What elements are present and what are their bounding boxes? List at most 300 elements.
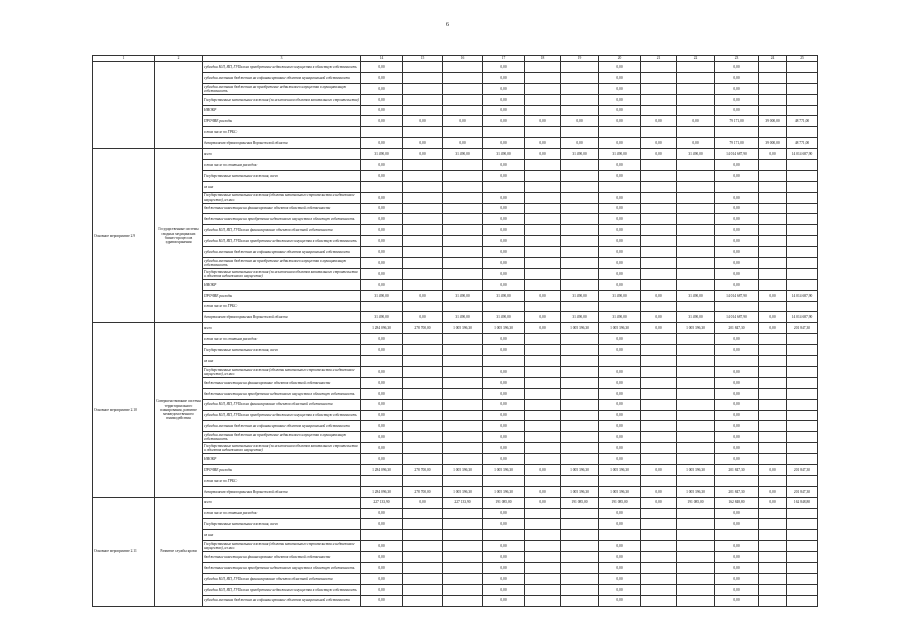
value-cell: 1 005 396,30 — [561, 464, 599, 475]
value-cell — [759, 170, 787, 181]
value-cell — [715, 356, 759, 367]
value-cell: 0,00 — [403, 497, 443, 508]
value-cell — [677, 72, 715, 83]
value-cell — [599, 530, 641, 541]
value-cell — [677, 366, 715, 377]
value-cell — [787, 356, 818, 367]
value-cell — [561, 192, 599, 203]
value-cell: 0,00 — [677, 116, 715, 127]
value-cell: 0,00 — [599, 399, 641, 410]
expense-label: субсидии местным бюджетам на софинансирование объектов муниципальной собственности — [203, 421, 361, 432]
value-cell — [361, 181, 403, 192]
value-cell: 191 085,00 — [483, 497, 525, 508]
value-cell — [561, 552, 599, 563]
value-cell — [599, 475, 641, 486]
value-cell: 1 284 096,30 — [361, 464, 403, 475]
value-cell — [483, 475, 525, 486]
activity-name — [155, 62, 203, 149]
value-cell — [525, 562, 561, 573]
value-cell — [403, 160, 443, 171]
value-cell: 0,00 — [525, 290, 561, 301]
value-cell — [403, 388, 443, 399]
value-cell: 1 005 396,30 — [677, 486, 715, 497]
column-header: 1 — [93, 56, 155, 62]
value-cell — [561, 127, 599, 138]
value-cell: 0,00 — [525, 464, 561, 475]
value-cell: 162 848,80 — [787, 497, 818, 508]
value-cell: 0,00 — [561, 138, 599, 149]
value-cell — [677, 410, 715, 421]
value-cell — [361, 530, 403, 541]
expense-label: Государственные капитальные вложения (объекты капитального строительства и недвижимое имущество), из них: — [203, 366, 361, 377]
value-cell — [759, 552, 787, 563]
value-cell: 0,00 — [483, 203, 525, 214]
value-cell: 0,00 — [599, 170, 641, 181]
value-cell: 0,00 — [599, 366, 641, 377]
value-cell — [561, 443, 599, 454]
value-cell: 0,00 — [361, 432, 403, 443]
expense-label: департамент здравоохранения Воронежской области — [203, 312, 361, 323]
value-cell — [759, 377, 787, 388]
value-cell: 0,00 — [599, 214, 641, 225]
value-cell — [641, 62, 677, 73]
column-header: 19 — [561, 56, 599, 62]
value-cell — [641, 454, 677, 465]
value-cell — [641, 203, 677, 214]
value-cell — [759, 541, 787, 552]
value-cell — [641, 192, 677, 203]
value-cell — [561, 432, 599, 443]
value-cell — [759, 160, 787, 171]
value-cell — [641, 279, 677, 290]
value-cell — [443, 584, 483, 595]
value-cell — [561, 508, 599, 519]
value-cell: 0,00 — [641, 116, 677, 127]
expense-label: субсидии ЮЛ, ИП, ГУПам на финансирование объектов областной собственности — [203, 399, 361, 410]
value-cell: 201 847,30 — [787, 323, 818, 334]
value-cell — [599, 301, 641, 312]
value-cell — [561, 160, 599, 171]
value-cell — [403, 214, 443, 225]
value-cell: 0,00 — [715, 519, 759, 530]
value-cell: 0,00 — [361, 519, 403, 530]
value-cell — [759, 410, 787, 421]
value-cell: 0,00 — [759, 497, 787, 508]
value-cell — [677, 268, 715, 279]
value-cell — [787, 388, 818, 399]
expense-label: в том числе по статьям расходов: — [203, 508, 361, 519]
value-cell: 0,00 — [641, 149, 677, 160]
value-cell: 0,00 — [715, 541, 759, 552]
value-cell — [561, 562, 599, 573]
value-cell: 0,00 — [599, 225, 641, 236]
expense-label: субсидии местным бюджетам на приобретение недвижимого имущества в муниципальную собственность — [203, 258, 361, 269]
value-cell: 0,00 — [483, 377, 525, 388]
value-cell — [561, 595, 599, 606]
expense-label: субсидии местным бюджетам на приобретение недвижимого имущества в муниципальную собственность — [203, 83, 361, 94]
expense-label: субсидии ЮЛ, ИП, ГУПам на финансирование объектов областной собственности — [203, 573, 361, 584]
expense-label: ПРОЧИЕ расходы — [203, 290, 361, 301]
value-cell: 0,00 — [361, 584, 403, 595]
expense-label: субсидии ЮЛ, ИП, ГУПам на приобретение недвижимого имущества в областную собственность — [203, 236, 361, 247]
value-cell — [787, 181, 818, 192]
value-cell — [677, 236, 715, 247]
value-cell — [525, 443, 561, 454]
value-cell: 0,00 — [361, 454, 403, 465]
value-cell — [525, 279, 561, 290]
value-cell: 0,00 — [361, 541, 403, 552]
value-cell: 0,00 — [599, 595, 641, 606]
value-cell — [641, 519, 677, 530]
value-cell — [641, 541, 677, 552]
value-cell — [525, 268, 561, 279]
value-cell: 0,00 — [561, 116, 599, 127]
value-cell: 0,00 — [483, 410, 525, 421]
value-cell: 0,00 — [599, 279, 641, 290]
value-cell — [677, 214, 715, 225]
expense-label: субсидии ЮЛ, ИП, ГУПам на приобретение недвижимого имущества в областную собственность — [203, 62, 361, 73]
value-cell: 0,00 — [599, 410, 641, 421]
value-cell — [641, 268, 677, 279]
value-cell — [561, 236, 599, 247]
value-cell — [787, 399, 818, 410]
value-cell: 0,00 — [715, 443, 759, 454]
value-cell — [561, 377, 599, 388]
value-cell — [759, 127, 787, 138]
value-cell: 0,00 — [403, 312, 443, 323]
expense-label: бюджетные инвестиции на приобретение недвижимого имущества в областную собственность — [203, 214, 361, 225]
value-cell: 1 005 396,30 — [677, 323, 715, 334]
activity-label: Основное мероприятие 2.11 — [93, 497, 155, 606]
value-cell: 31 490,00 — [599, 290, 641, 301]
value-cell: 201 847,30 — [787, 464, 818, 475]
value-cell: 0,00 — [483, 170, 525, 181]
value-cell — [403, 105, 443, 116]
value-cell: 0,00 — [361, 573, 403, 584]
value-cell: 0,00 — [483, 334, 525, 345]
value-cell: 0,00 — [483, 399, 525, 410]
value-cell: 0,00 — [403, 149, 443, 160]
activity-name: Государственные системы сводных медицинских бизнес-процессов здравоохранения — [155, 149, 203, 323]
value-cell — [561, 181, 599, 192]
value-cell — [677, 181, 715, 192]
value-cell: 0,00 — [599, 72, 641, 83]
value-cell — [787, 214, 818, 225]
value-cell: 0,00 — [641, 464, 677, 475]
value-cell: 1 005 396,30 — [483, 486, 525, 497]
value-cell: 1 005 396,30 — [561, 323, 599, 334]
value-cell — [443, 508, 483, 519]
value-cell — [525, 225, 561, 236]
expense-label: Государственные капитальные вложения, всего — [203, 519, 361, 530]
value-cell — [641, 432, 677, 443]
value-cell: 31 490,00 — [361, 312, 403, 323]
value-cell — [443, 573, 483, 584]
value-cell — [525, 584, 561, 595]
value-cell — [641, 584, 677, 595]
value-cell — [361, 301, 403, 312]
value-cell: 0,00 — [483, 268, 525, 279]
value-cell — [641, 421, 677, 432]
value-cell: 0,00 — [641, 138, 677, 149]
value-cell — [525, 541, 561, 552]
value-cell — [787, 301, 818, 312]
value-cell — [641, 94, 677, 105]
column-header: 23 — [715, 56, 759, 62]
value-cell — [641, 508, 677, 519]
expense-label: в том числе по ГРБС: — [203, 475, 361, 486]
value-cell: 0,00 — [361, 421, 403, 432]
value-cell — [759, 214, 787, 225]
column-header: 21 — [641, 56, 677, 62]
value-cell: 0,00 — [599, 62, 641, 73]
expense-label: Государственные капитальные вложения, всего — [203, 170, 361, 181]
value-cell: 278 700,00 — [403, 323, 443, 334]
value-cell — [443, 279, 483, 290]
value-cell — [677, 83, 715, 94]
value-cell: 0,00 — [599, 432, 641, 443]
value-cell — [787, 247, 818, 258]
value-cell — [677, 203, 715, 214]
value-cell — [641, 72, 677, 83]
value-cell — [641, 443, 677, 454]
value-cell — [443, 475, 483, 486]
expense-label: бюджетные инвестиции на приобретение недвижимого имущества в областную собственность — [203, 388, 361, 399]
value-cell: 31 490,00 — [677, 312, 715, 323]
value-cell — [561, 258, 599, 269]
expense-label: Государственные капитальные вложения (за исключением объектов капитального строительства и объектов недвижимого имущества) — [203, 443, 361, 454]
value-cell — [677, 552, 715, 563]
value-cell: 31 490,00 — [483, 312, 525, 323]
expense-label: Государственные капитальные вложения (за исключением объектов капитального строительства) — [203, 94, 361, 105]
value-cell — [525, 377, 561, 388]
value-cell — [403, 62, 443, 73]
value-cell — [599, 181, 641, 192]
value-cell — [641, 399, 677, 410]
value-cell — [787, 203, 818, 214]
value-cell — [525, 334, 561, 345]
value-cell: 227 133,90 — [361, 497, 403, 508]
value-cell — [525, 454, 561, 465]
value-cell — [561, 573, 599, 584]
table-row — [93, 323, 818, 334]
value-cell — [759, 203, 787, 214]
value-cell — [403, 432, 443, 443]
budget-table — [92, 55, 818, 607]
value-cell — [641, 377, 677, 388]
value-cell: 1 005 396,30 — [483, 323, 525, 334]
value-cell — [443, 377, 483, 388]
expense-label: Государственные капитальные вложения (за исключением объектов капитального строительства и объектов недвижимого имущества) — [203, 268, 361, 279]
column-header: 17 — [483, 56, 525, 62]
value-cell: 0,00 — [403, 290, 443, 301]
value-cell: 0,00 — [483, 421, 525, 432]
value-cell: 0,00 — [361, 268, 403, 279]
value-cell — [561, 83, 599, 94]
column-header: 22 — [677, 56, 715, 62]
value-cell — [525, 345, 561, 356]
value-cell — [787, 334, 818, 345]
value-cell — [403, 530, 443, 541]
value-cell: 0,00 — [599, 552, 641, 563]
value-cell: 31 490,00 — [483, 290, 525, 301]
value-cell — [443, 595, 483, 606]
value-cell — [525, 62, 561, 73]
value-cell — [525, 356, 561, 367]
value-cell: 0,00 — [599, 268, 641, 279]
value-cell — [525, 83, 561, 94]
value-cell: 0,00 — [361, 508, 403, 519]
value-cell — [443, 72, 483, 83]
value-cell — [561, 301, 599, 312]
value-cell — [787, 410, 818, 421]
value-cell: 0,00 — [715, 584, 759, 595]
value-cell — [443, 541, 483, 552]
value-cell: 0,00 — [403, 116, 443, 127]
value-cell: 0,00 — [599, 454, 641, 465]
value-cell — [403, 301, 443, 312]
value-cell: 0,00 — [715, 399, 759, 410]
value-cell — [561, 454, 599, 465]
value-cell: 0,00 — [715, 562, 759, 573]
value-cell — [561, 203, 599, 214]
value-cell — [677, 454, 715, 465]
value-cell — [787, 236, 818, 247]
column-header: 2 — [155, 56, 203, 62]
value-cell — [403, 421, 443, 432]
value-cell — [403, 203, 443, 214]
value-cell — [443, 225, 483, 236]
value-cell: 0,00 — [715, 388, 759, 399]
expense-label: в том числе по ГРБС: — [203, 127, 361, 138]
value-cell — [525, 170, 561, 181]
value-cell: 31 490,00 — [677, 149, 715, 160]
value-cell: 0,00 — [715, 268, 759, 279]
column-header: 15 — [403, 56, 443, 62]
value-cell: 201 847,30 — [715, 323, 759, 334]
value-cell: 0,00 — [361, 236, 403, 247]
value-cell — [483, 301, 525, 312]
value-cell — [525, 410, 561, 421]
expense-label: бюджетные инвестиции на финансирование объектов областной собственности — [203, 552, 361, 563]
value-cell — [787, 72, 818, 83]
value-cell: 0,00 — [361, 410, 403, 421]
value-cell — [677, 541, 715, 552]
value-cell: 0,00 — [443, 138, 483, 149]
value-cell: 0,00 — [715, 83, 759, 94]
column-header: 3 — [203, 56, 361, 62]
value-cell — [561, 334, 599, 345]
value-cell — [443, 268, 483, 279]
expense-label: Государственные капитальные вложения, всего — [203, 345, 361, 356]
value-cell: 0,00 — [715, 377, 759, 388]
value-cell — [759, 443, 787, 454]
value-cell — [443, 366, 483, 377]
value-cell — [787, 127, 818, 138]
column-header: 24 — [759, 56, 787, 62]
expense-label: департамент здравоохранения Воронежской области — [203, 138, 361, 149]
value-cell — [787, 421, 818, 432]
expense-label: из них — [203, 356, 361, 367]
value-cell — [759, 94, 787, 105]
value-cell: 31 490,00 — [483, 149, 525, 160]
value-cell: 1 284 096,30 — [361, 486, 403, 497]
value-cell — [759, 301, 787, 312]
value-cell — [759, 247, 787, 258]
value-cell — [677, 105, 715, 116]
value-cell — [561, 268, 599, 279]
value-cell: 0,00 — [361, 160, 403, 171]
value-cell: 0,00 — [599, 443, 641, 454]
value-cell: 0,00 — [599, 519, 641, 530]
value-cell — [443, 454, 483, 465]
value-cell: 0,00 — [715, 105, 759, 116]
value-cell — [561, 279, 599, 290]
value-cell: 201 847,30 — [715, 464, 759, 475]
value-cell: 14 014 687,90 — [715, 312, 759, 323]
value-cell — [677, 62, 715, 73]
value-cell: 191 085,00 — [561, 497, 599, 508]
value-cell: 0,00 — [715, 410, 759, 421]
value-cell — [443, 356, 483, 367]
value-cell — [525, 127, 561, 138]
expense-label: бюджетные инвестиции на приобретение недвижимого имущества в областную собственность — [203, 562, 361, 573]
value-cell — [759, 345, 787, 356]
value-cell: 0,00 — [483, 388, 525, 399]
value-cell — [443, 62, 483, 73]
value-cell — [525, 301, 561, 312]
expense-label: субсидии ЮЛ, ИП, ГУПам на приобретение недвижимого имущества в областную собственность — [203, 584, 361, 595]
expense-label: из них — [203, 181, 361, 192]
expense-label: субсидии ЮЛ, ИП, ГУПам на финансирование объектов областной собственности — [203, 225, 361, 236]
value-cell — [561, 584, 599, 595]
value-cell — [787, 573, 818, 584]
value-cell — [525, 421, 561, 432]
value-cell — [443, 192, 483, 203]
value-cell: 1 005 396,30 — [599, 464, 641, 475]
expense-label: субсидии ЮЛ, ИП, ГУПам на приобретение недвижимого имущества в областную собственность — [203, 410, 361, 421]
value-cell: 1 005 396,30 — [599, 323, 641, 334]
value-cell — [715, 475, 759, 486]
value-cell — [561, 214, 599, 225]
value-cell — [561, 541, 599, 552]
value-cell — [759, 562, 787, 573]
value-cell: 0,00 — [759, 464, 787, 475]
value-cell — [641, 410, 677, 421]
value-cell: 0,00 — [483, 236, 525, 247]
value-cell — [361, 475, 403, 486]
value-cell — [403, 552, 443, 563]
value-cell: 1 005 396,30 — [443, 464, 483, 475]
value-cell: 0,00 — [715, 573, 759, 584]
value-cell — [403, 399, 443, 410]
value-cell: 0,00 — [599, 377, 641, 388]
value-cell: 0,00 — [641, 290, 677, 301]
value-cell: 0,00 — [599, 83, 641, 94]
value-cell — [715, 127, 759, 138]
value-cell — [403, 258, 443, 269]
value-cell — [403, 454, 443, 465]
value-cell: 0,00 — [361, 345, 403, 356]
value-cell — [443, 388, 483, 399]
value-cell: 31 490,00 — [561, 312, 599, 323]
value-cell — [525, 192, 561, 203]
value-cell: 0,00 — [361, 258, 403, 269]
value-cell — [641, 334, 677, 345]
value-cell — [677, 247, 715, 258]
value-cell: 0,00 — [361, 62, 403, 73]
column-header: 14 — [361, 56, 403, 62]
